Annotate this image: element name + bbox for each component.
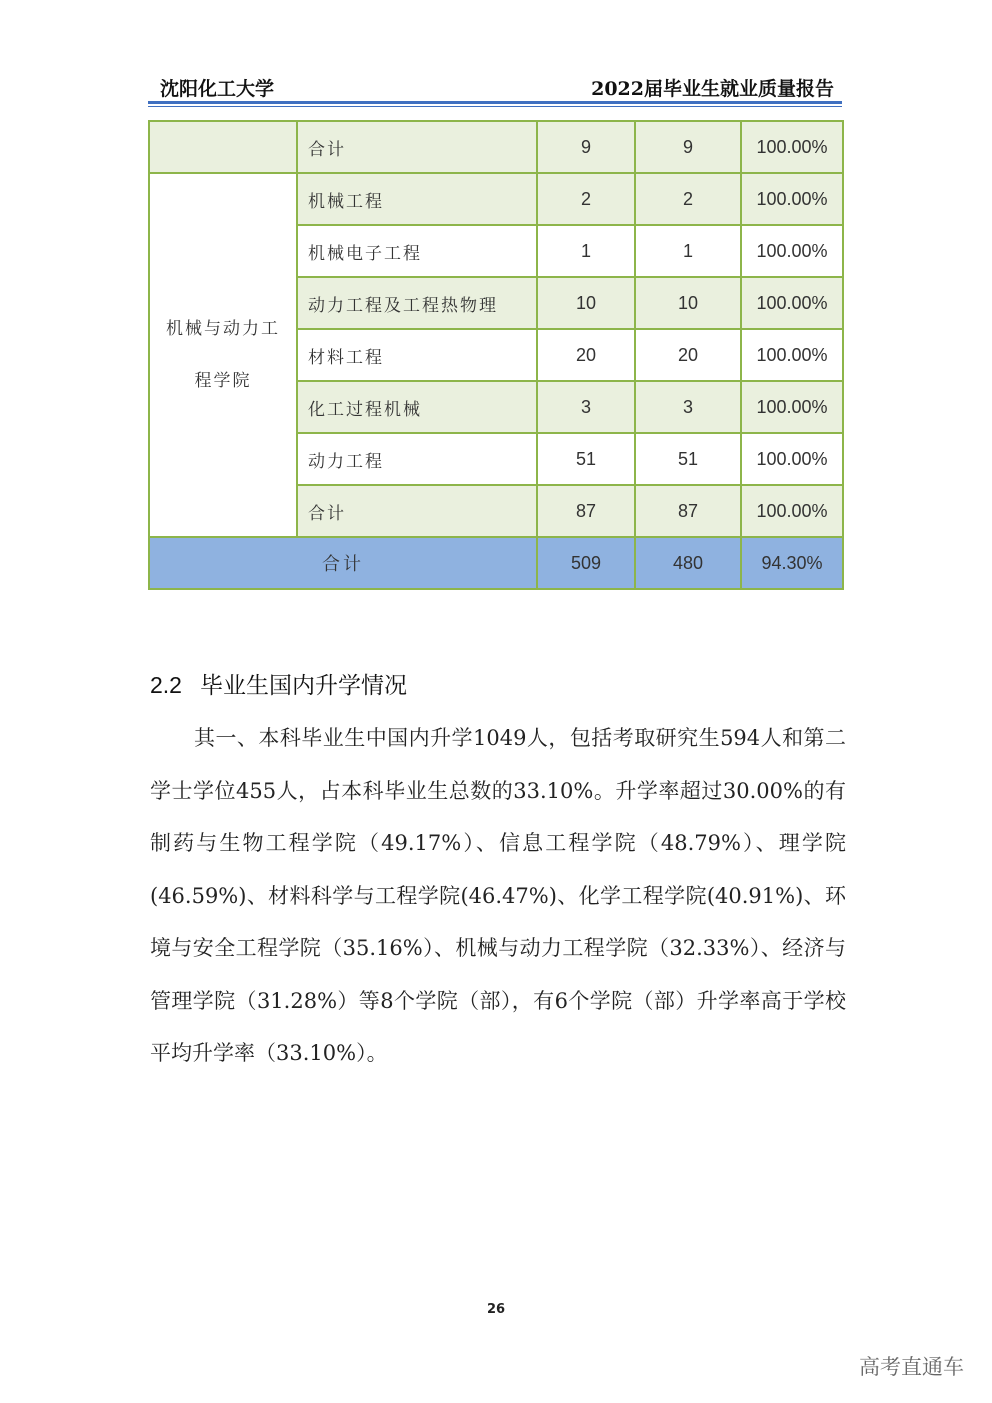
major-cell: 机械电子工程 xyxy=(297,225,537,277)
rate-cell: 100.00% xyxy=(741,329,843,381)
graduates-cell: 10 xyxy=(537,277,635,329)
body-paragraph: 其一、本科毕业生中国内升学1049人，包括考取研究生594人和第二学士学位455人，占本科毕业生总数的33.10%。升学率超过30.00%的有制药与生物工程学院（49.17%）、信息工程学院（48.79%）、理学院(46.59%)、材料科学与工程学院(46.47%)、化学工程学院(40.91%)、环境与安全工程学院（35.16%）、机械与动力工程学院（32.33%）、经济与管理学院（31.28%）等8个学院（部），有6个学院（部）升学率高于学校平均升学率（33.10%）。 xyxy=(150,726,846,1065)
rate-cell: 100.00% xyxy=(741,381,843,433)
college-name: 机械与动力工程学院 xyxy=(166,319,280,391)
major-cell: 合计 xyxy=(297,121,537,173)
graduates-cell: 1 xyxy=(537,225,635,277)
grand-total-row xyxy=(149,537,843,589)
section-heading xyxy=(150,667,407,700)
employed-cell: 10 xyxy=(635,277,741,329)
watermark-text: 高考直通车 xyxy=(859,1355,964,1379)
employed-cell: 2 xyxy=(635,173,741,225)
graduates-cell: 9 xyxy=(537,121,635,173)
rate-cell: 100.00% xyxy=(741,485,843,537)
employed-cell: 20 xyxy=(635,329,741,381)
college-cell-prev xyxy=(149,121,297,173)
header-rule-thick xyxy=(148,101,842,104)
section-number: 2.2 xyxy=(150,672,182,698)
employed-cell: 1 xyxy=(635,225,741,277)
employed-cell: 9 xyxy=(635,121,741,173)
table-row xyxy=(149,121,843,173)
major-cell: 动力工程 xyxy=(297,433,537,485)
graduates-cell: 51 xyxy=(537,433,635,485)
employed-cell: 3 xyxy=(635,381,741,433)
rate-cell: 100.00% xyxy=(741,277,843,329)
graduates-cell: 20 xyxy=(537,329,635,381)
college-cell xyxy=(149,173,297,537)
major-cell: 动力工程及工程热物理 xyxy=(297,277,537,329)
rate-cell: 100.00% xyxy=(741,121,843,173)
grand-total-graduates: 509 xyxy=(537,537,635,589)
page-number: 26 xyxy=(486,1302,506,1317)
grand-total-label: 合计 xyxy=(149,537,537,589)
rate-cell: 100.00% xyxy=(741,225,843,277)
major-cell: 合计 xyxy=(297,485,537,537)
graduates-cell: 87 xyxy=(537,485,635,537)
header-rule-thin xyxy=(148,106,842,107)
employed-cell: 87 xyxy=(635,485,741,537)
employment-table xyxy=(148,120,844,590)
grand-total-employed: 480 xyxy=(635,537,741,589)
school-name: 沈阳化工大学 xyxy=(160,78,275,100)
major-cell: 化工过程机械 xyxy=(297,381,537,433)
major-cell: 机械工程 xyxy=(297,173,537,225)
report-title: 2022届毕业生就业质量报告 xyxy=(591,78,834,100)
section-title: 毕业生国内升学情况 xyxy=(199,673,407,699)
grand-total-rate: 94.30% xyxy=(741,537,843,589)
graduates-cell: 2 xyxy=(537,173,635,225)
employed-cell: 51 xyxy=(635,433,741,485)
table-row xyxy=(149,173,843,225)
graduates-cell: 3 xyxy=(537,381,635,433)
major-cell: 材料工程 xyxy=(297,329,537,381)
rate-cell: 100.00% xyxy=(741,433,843,485)
rate-cell: 100.00% xyxy=(741,173,843,225)
